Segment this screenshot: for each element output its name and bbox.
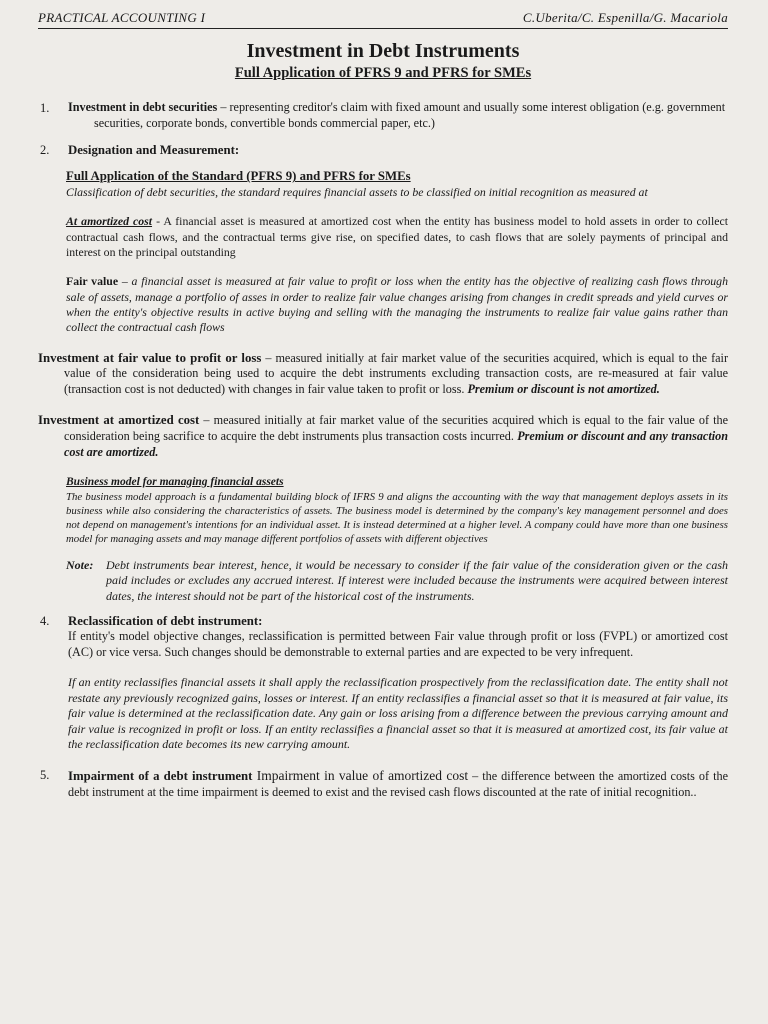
business-model-heading: Business model for managing financial assets [66, 475, 284, 488]
section-5-heading-2: Impairment in value of amortized cost [252, 767, 469, 783]
section-5-body [68, 767, 728, 801]
section-2 [38, 142, 728, 159]
section-number: 4. [40, 613, 50, 628]
course-title: PRACTICAL ACCOUNTING I [38, 10, 206, 25]
ac-label: Investment at amortized cost [38, 413, 200, 428]
section-4 [38, 613, 728, 753]
section-5-text: – the difference between the amortized costs of the debt instrument at the time impairment is deemed to exist and the revised cash flows discounted at the rate of initial recognition.. [68, 768, 728, 799]
fair-value-paragraph [66, 274, 728, 335]
subsection-heading: Full Application of the Standard (PFRS 9) and PFRS for SMEs [66, 169, 411, 184]
section-number: 1. [40, 101, 50, 115]
amortized-cost-paragraph [66, 214, 728, 260]
section-number: 2. [40, 142, 50, 157]
section-5 [38, 767, 728, 801]
section-1-heading: Investment in debt securities [68, 100, 218, 114]
section-4-text-2: If an entity reclassifies financial assets it shall apply the reclassification prospectively from the reclassification date. The entity shall not restate any previously recognized gains, losses or interest. If an entity reclassifies a financial asset so that it is measured at fair value, its fair value is determined at the reclassification date. Any gain or loss arising from a difference between the previous carrying amount and fair value is recognized in profit or loss. If an entity reclassifies a financial asset so that it is measured at amortized cost, its fair value at the reclassification date becomes its new carrying amount. [68, 674, 728, 752]
section-4-text-1: If entity's model objective changes, reclassification is permitted between Fair value through profit or loss (FVPL) or amortized cost (AC) or vice versa. Such changes should be demonstrable to external parties and are expected to be very infrequent. [68, 629, 728, 660]
section-1-body [68, 100, 728, 132]
fvpl-paragraph [38, 350, 728, 399]
classification-text: Classification of debt securities, the standard requires financial assets to be classified on initial recognition as measured at [66, 184, 648, 199]
document-title: Investment in Debt Instruments [246, 40, 520, 62]
header-rule [38, 28, 728, 29]
section-1-text: – representing creditor's claim with fixed amount and usually some interest obligation (e.g. government securities, corporate bonds, convertible bonds commercial paper, etc.) [94, 100, 726, 130]
section-2-heading: Designation and Measurement: [68, 142, 240, 157]
amortized-cost-label: At amortized cost [66, 214, 153, 229]
amortized-cost-text: - A financial asset is measured at amortized cost when the entity has business model to hold assets in order to collect contractual cash flows, and the contractual terms give rise, on specified dates, to cash flows that are solely payments of principal and interest on the principal outstanding [66, 214, 728, 259]
section-2-content [66, 168, 728, 335]
section-number: 5. [40, 767, 50, 782]
ac-paragraph [38, 412, 728, 461]
business-model-block [66, 475, 728, 546]
section-4-body [68, 613, 728, 753]
fvpl-label: Investment at fair value to profit or loss [38, 350, 262, 365]
fair-value-text: – a financial asset is measured at fair value to profit or loss when the entity has the objective of realizing cash flows through sale of assets, manage a portfolio of asses in order to realize fair value changes arising from changes in credit spreads and yield curves or when the entity's objective results in active buying and selling with the managing the instruments to realize fair value gains rather than collect the contractual cash flows [66, 274, 728, 335]
fair-value-label: Fair value [66, 274, 119, 289]
business-model-text: The business model approach is a fundamental building block of IFRS 9 and aligns the accounting with the way that management deploys assets in its business while also considering the characteristics of assets. The business model is determined by the company's key management personnel and does not depend on management's intentions for an individual asset. It is instead determined at a higher level. A company could have more than one business model for managing assets and may manage different portfolios of assets with different objectives [66, 490, 728, 545]
fvpl-emphasis: Premium or discount is not amortized. [467, 382, 660, 397]
page-header [38, 10, 728, 26]
section-5-heading: Impairment of a debt instrument [68, 768, 253, 783]
note-text: Debt instruments bear interest, hence, it would be necessary to consider if the fair value of the consideration given or the cash paid includes or excludes any accrued interest. If interest were included because the instruments were acquired between interest dates, the interest should not be part of the historical cost of the instruments. [106, 557, 728, 603]
note-label: Note: [66, 557, 94, 572]
fvpl-text: – measured initially at fair market value of the securities acquired, which is equal to the fair value of the consideration being used to acquire the debt instruments excluding transaction costs, are re-measured at fair value (transaction cost is not deducted) with changes in fair value taken to profit or loss. [64, 350, 729, 397]
authors: C.Uberita/C. Espenilla/G. Macariola [522, 10, 728, 25]
ac-text: – measured initially at fair market value of the securities acquired which is equal to the fair value of the consideration being sacrifice to acquire the debt instruments plus transaction costs incurred. [64, 413, 728, 444]
ac-emphasis: Premium or discount and any transaction cost are amortized. [64, 429, 728, 459]
section-4-heading: Reclassification of debt instrument: [68, 613, 263, 628]
note-block [66, 558, 728, 605]
section-1 [38, 100, 728, 132]
document-subtitle: Full Application of PFRS 9 and PFRS for SMEs [234, 65, 532, 81]
